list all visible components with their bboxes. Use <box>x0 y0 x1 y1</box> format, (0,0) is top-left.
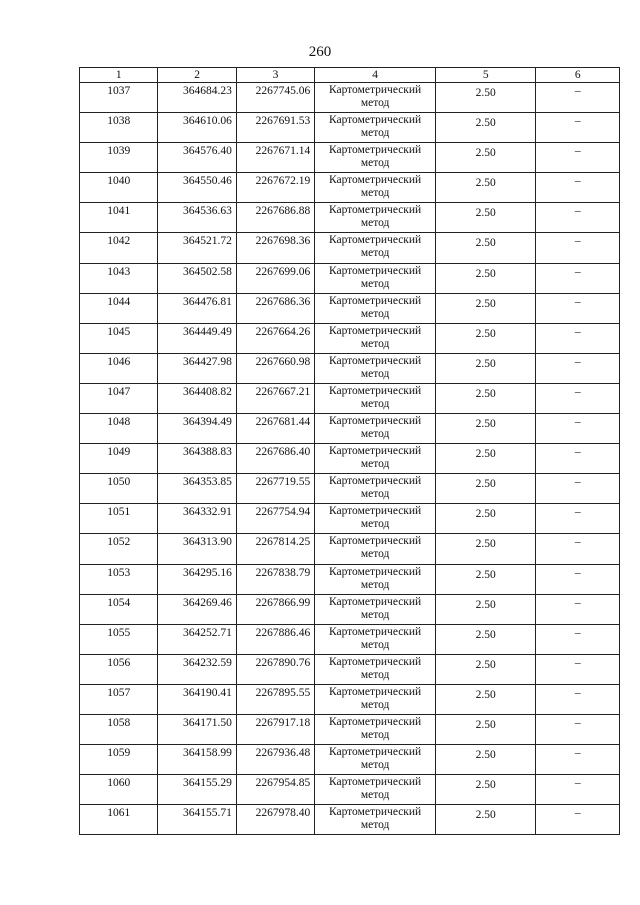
point-number: 1052 <box>80 534 158 564</box>
description-cell: – <box>536 684 620 714</box>
method-line-2: метод <box>360 187 390 200</box>
method-line-2: метод <box>360 307 390 320</box>
accuracy-value: 2.50 <box>435 143 536 173</box>
accuracy-value: 2.50 <box>435 444 536 474</box>
method-line-1: Картометрический <box>328 354 422 367</box>
method-cell <box>315 143 436 173</box>
coord-x: 364313.90 <box>158 534 236 564</box>
point-number: 1047 <box>80 383 158 413</box>
table-row <box>80 323 620 353</box>
method-line-2: метод <box>360 819 390 832</box>
method-cell <box>315 353 436 383</box>
coord-x: 364684.23 <box>158 83 236 113</box>
point-number: 1044 <box>80 293 158 323</box>
description-cell: – <box>536 714 620 744</box>
method-line-1: Картометрический <box>328 535 422 548</box>
method-cell <box>315 534 436 564</box>
table-header-row <box>80 68 620 83</box>
method-cell <box>315 775 436 805</box>
method-line-2: метод <box>360 127 390 140</box>
point-number: 1042 <box>80 233 158 263</box>
accuracy-value: 2.50 <box>435 745 536 775</box>
description-cell: – <box>536 233 620 263</box>
method-cell <box>315 113 436 143</box>
coord-y: 2267686.40 <box>236 444 314 474</box>
description-cell: – <box>536 444 620 474</box>
coord-x: 364427.98 <box>158 353 236 383</box>
table-row <box>80 504 620 534</box>
table-row <box>80 564 620 594</box>
coord-y: 2267686.36 <box>236 293 314 323</box>
point-number: 1045 <box>80 323 158 353</box>
method-cell <box>315 263 436 293</box>
point-number: 1038 <box>80 113 158 143</box>
coord-y: 2267838.79 <box>236 564 314 594</box>
table-row <box>80 624 620 654</box>
method-line-1: Картометрический <box>328 565 422 578</box>
point-number: 1050 <box>80 474 158 504</box>
description-cell: – <box>536 775 620 805</box>
method-cell <box>315 504 436 534</box>
accuracy-value: 2.50 <box>435 233 536 263</box>
method-line-1: Картометрический <box>328 445 422 458</box>
point-number: 1061 <box>80 805 158 835</box>
method-line-2: метод <box>360 518 390 531</box>
method-line-1: Картометрический <box>328 84 422 96</box>
coord-x: 364155.71 <box>158 805 236 835</box>
method-cell <box>315 594 436 624</box>
point-number: 1056 <box>80 654 158 684</box>
method-line-1: Картометрический <box>328 475 422 488</box>
coord-y: 2267691.53 <box>236 113 314 143</box>
method-line-2: метод <box>360 698 390 711</box>
description-cell: – <box>536 654 620 684</box>
description-cell: – <box>536 534 620 564</box>
header-col-2: 2 <box>158 68 236 83</box>
point-number: 1059 <box>80 745 158 775</box>
point-number: 1037 <box>80 83 158 113</box>
coord-x: 364502.58 <box>158 263 236 293</box>
method-line-2: метод <box>360 277 390 290</box>
coord-y: 2267667.21 <box>236 383 314 413</box>
coord-y: 2267890.76 <box>236 654 314 684</box>
table-row <box>80 714 620 744</box>
description-cell: – <box>536 745 620 775</box>
coord-x: 364232.59 <box>158 654 236 684</box>
point-number: 1060 <box>80 775 158 805</box>
accuracy-value: 2.50 <box>435 564 536 594</box>
coord-y: 2267978.40 <box>236 805 314 835</box>
description-cell: – <box>536 504 620 534</box>
header-col-4: 4 <box>315 68 436 83</box>
point-number: 1054 <box>80 594 158 624</box>
coord-x: 364295.16 <box>158 564 236 594</box>
method-line-1: Картометрический <box>328 174 422 187</box>
method-line-2: метод <box>360 789 390 802</box>
coord-x: 364449.49 <box>158 323 236 353</box>
coord-x: 364536.63 <box>158 203 236 233</box>
coord-x: 364388.83 <box>158 444 236 474</box>
coord-y: 2267686.88 <box>236 203 314 233</box>
accuracy-value: 2.50 <box>435 474 536 504</box>
accuracy-value: 2.50 <box>435 293 536 323</box>
method-line-2: метод <box>360 247 390 260</box>
method-line-2: метод <box>360 458 390 471</box>
method-line-1: Картометрический <box>328 625 422 638</box>
description-cell: – <box>536 143 620 173</box>
coord-y: 2267699.06 <box>236 263 314 293</box>
coord-y: 2267660.98 <box>236 353 314 383</box>
method-cell <box>315 83 436 113</box>
point-number: 1057 <box>80 684 158 714</box>
method-cell <box>315 474 436 504</box>
accuracy-value: 2.50 <box>435 654 536 684</box>
method-line-2: метод <box>360 548 390 561</box>
method-line-2: метод <box>360 337 390 350</box>
description-cell: – <box>536 203 620 233</box>
table-row <box>80 745 620 775</box>
table-row <box>80 444 620 474</box>
coord-y: 2267954.85 <box>236 775 314 805</box>
description-cell: – <box>536 474 620 504</box>
coord-x: 364252.71 <box>158 624 236 654</box>
table-row <box>80 654 620 684</box>
method-line-1: Картометрический <box>328 234 422 247</box>
table-row <box>80 534 620 564</box>
table-row <box>80 775 620 805</box>
accuracy-value: 2.50 <box>435 173 536 203</box>
accuracy-value: 2.50 <box>435 504 536 534</box>
description-cell: – <box>536 594 620 624</box>
method-line-2: метод <box>360 608 390 621</box>
table-row <box>80 414 620 444</box>
method-cell <box>315 684 436 714</box>
page-number: 260 <box>308 44 332 60</box>
point-number: 1048 <box>80 414 158 444</box>
point-number: 1040 <box>80 173 158 203</box>
accuracy-value: 2.50 <box>435 624 536 654</box>
method-line-2: метод <box>360 759 390 772</box>
coord-y: 2267886.46 <box>236 624 314 654</box>
coord-x: 364521.72 <box>158 233 236 263</box>
table-row <box>80 293 620 323</box>
point-number: 1058 <box>80 714 158 744</box>
coord-x: 364332.91 <box>158 504 236 534</box>
method-line-2: метод <box>360 97 390 109</box>
accuracy-value: 2.50 <box>435 594 536 624</box>
description-cell: – <box>536 624 620 654</box>
method-cell <box>315 323 436 353</box>
method-cell <box>315 203 436 233</box>
method-line-1: Картометрический <box>328 264 422 277</box>
method-line-2: метод <box>360 397 390 410</box>
method-line-2: метод <box>360 668 390 681</box>
method-line-1: Картометрический <box>328 685 422 698</box>
method-line-2: метод <box>360 488 390 501</box>
coordinates-table <box>79 67 620 835</box>
table-row <box>80 143 620 173</box>
method-line-1: Картометрический <box>328 144 422 157</box>
method-line-1: Картометрический <box>328 384 422 397</box>
point-number: 1039 <box>80 143 158 173</box>
method-cell <box>315 383 436 413</box>
method-cell <box>315 805 436 835</box>
coord-x: 364476.81 <box>158 293 236 323</box>
method-line-1: Картометрический <box>328 505 422 518</box>
coord-y: 2267814.25 <box>236 534 314 564</box>
coord-x: 364408.82 <box>158 383 236 413</box>
method-cell <box>315 564 436 594</box>
method-line-1: Картометрический <box>328 806 422 819</box>
method-cell <box>315 745 436 775</box>
description-cell: – <box>536 383 620 413</box>
method-line-1: Картометрический <box>328 324 422 337</box>
table-row <box>80 353 620 383</box>
method-line-1: Картометрический <box>328 114 422 127</box>
coord-x: 364394.49 <box>158 414 236 444</box>
coord-y: 2267719.55 <box>236 474 314 504</box>
coord-x: 364155.29 <box>158 775 236 805</box>
accuracy-value: 2.50 <box>435 83 536 113</box>
coord-y: 2267664.26 <box>236 323 314 353</box>
accuracy-value: 2.50 <box>435 203 536 233</box>
table-row <box>80 594 620 624</box>
table-row <box>80 474 620 504</box>
coord-x: 364269.46 <box>158 594 236 624</box>
method-line-2: метод <box>360 638 390 651</box>
header-col-3: 3 <box>236 68 314 83</box>
coord-y: 2267681.44 <box>236 414 314 444</box>
accuracy-value: 2.50 <box>435 534 536 564</box>
accuracy-value: 2.50 <box>435 263 536 293</box>
method-line-1: Картометрический <box>328 746 422 759</box>
description-cell: – <box>536 323 620 353</box>
method-cell <box>315 414 436 444</box>
method-line-2: метод <box>360 367 390 380</box>
method-line-1: Картометрический <box>328 715 422 728</box>
method-line-1: Картометрический <box>328 415 422 428</box>
coord-x: 364171.50 <box>158 714 236 744</box>
table-row <box>80 684 620 714</box>
table-row <box>80 263 620 293</box>
method-cell <box>315 714 436 744</box>
description-cell: – <box>536 113 620 143</box>
accuracy-value: 2.50 <box>435 323 536 353</box>
table-row <box>80 233 620 263</box>
coord-y: 2267745.06 <box>236 83 314 113</box>
accuracy-value: 2.50 <box>435 775 536 805</box>
description-cell: – <box>536 805 620 835</box>
table-row <box>80 383 620 413</box>
coord-y: 2267917.18 <box>236 714 314 744</box>
accuracy-value: 2.50 <box>435 353 536 383</box>
table-row <box>80 805 620 835</box>
description-cell: – <box>536 564 620 594</box>
method-line-2: метод <box>360 157 390 170</box>
coord-x: 364353.85 <box>158 474 236 504</box>
point-number: 1041 <box>80 203 158 233</box>
method-cell <box>315 233 436 263</box>
method-cell <box>315 624 436 654</box>
method-line-2: метод <box>360 428 390 441</box>
method-cell <box>315 444 436 474</box>
table-row <box>80 173 620 203</box>
coord-x: 364158.99 <box>158 745 236 775</box>
accuracy-value: 2.50 <box>435 684 536 714</box>
point-number: 1046 <box>80 353 158 383</box>
point-number: 1053 <box>80 564 158 594</box>
method-line-2: метод <box>360 578 390 591</box>
accuracy-value: 2.50 <box>435 414 536 444</box>
table-row <box>80 203 620 233</box>
point-number: 1043 <box>80 263 158 293</box>
coord-y: 2267672.19 <box>236 173 314 203</box>
table-row <box>80 113 620 143</box>
method-line-1: Картометрический <box>328 655 422 668</box>
table-body <box>80 83 620 835</box>
description-cell: – <box>536 263 620 293</box>
description-cell: – <box>536 173 620 203</box>
coord-x: 364190.41 <box>158 684 236 714</box>
coord-y: 2267936.48 <box>236 745 314 775</box>
method-line-1: Картометрический <box>328 204 422 217</box>
point-number: 1049 <box>80 444 158 474</box>
description-cell: – <box>536 83 620 113</box>
description-cell: – <box>536 414 620 444</box>
method-line-1: Картометрический <box>328 294 422 307</box>
method-cell <box>315 293 436 323</box>
method-line-1: Картометрический <box>328 595 422 608</box>
method-cell <box>315 654 436 684</box>
coord-x: 364610.06 <box>158 113 236 143</box>
description-cell: – <box>536 353 620 383</box>
method-cell <box>315 173 436 203</box>
point-number: 1051 <box>80 504 158 534</box>
header-col-1: 1 <box>80 68 158 83</box>
accuracy-value: 2.50 <box>435 805 536 835</box>
point-number: 1055 <box>80 624 158 654</box>
coord-y: 2267866.99 <box>236 594 314 624</box>
description-cell: – <box>536 293 620 323</box>
coord-x: 364576.40 <box>158 143 236 173</box>
coord-y: 2267754.94 <box>236 504 314 534</box>
method-line-2: метод <box>360 728 390 741</box>
method-line-1: Картометрический <box>328 776 422 789</box>
coord-y: 2267895.55 <box>236 684 314 714</box>
accuracy-value: 2.50 <box>435 113 536 143</box>
table-row <box>80 83 620 113</box>
header-col-5: 5 <box>435 68 536 83</box>
coord-y: 2267671.14 <box>236 143 314 173</box>
header-col-6: 6 <box>536 68 620 83</box>
coord-x: 364550.46 <box>158 173 236 203</box>
coord-y: 2267698.36 <box>236 233 314 263</box>
method-line-2: метод <box>360 217 390 230</box>
accuracy-value: 2.50 <box>435 383 536 413</box>
accuracy-value: 2.50 <box>435 714 536 744</box>
